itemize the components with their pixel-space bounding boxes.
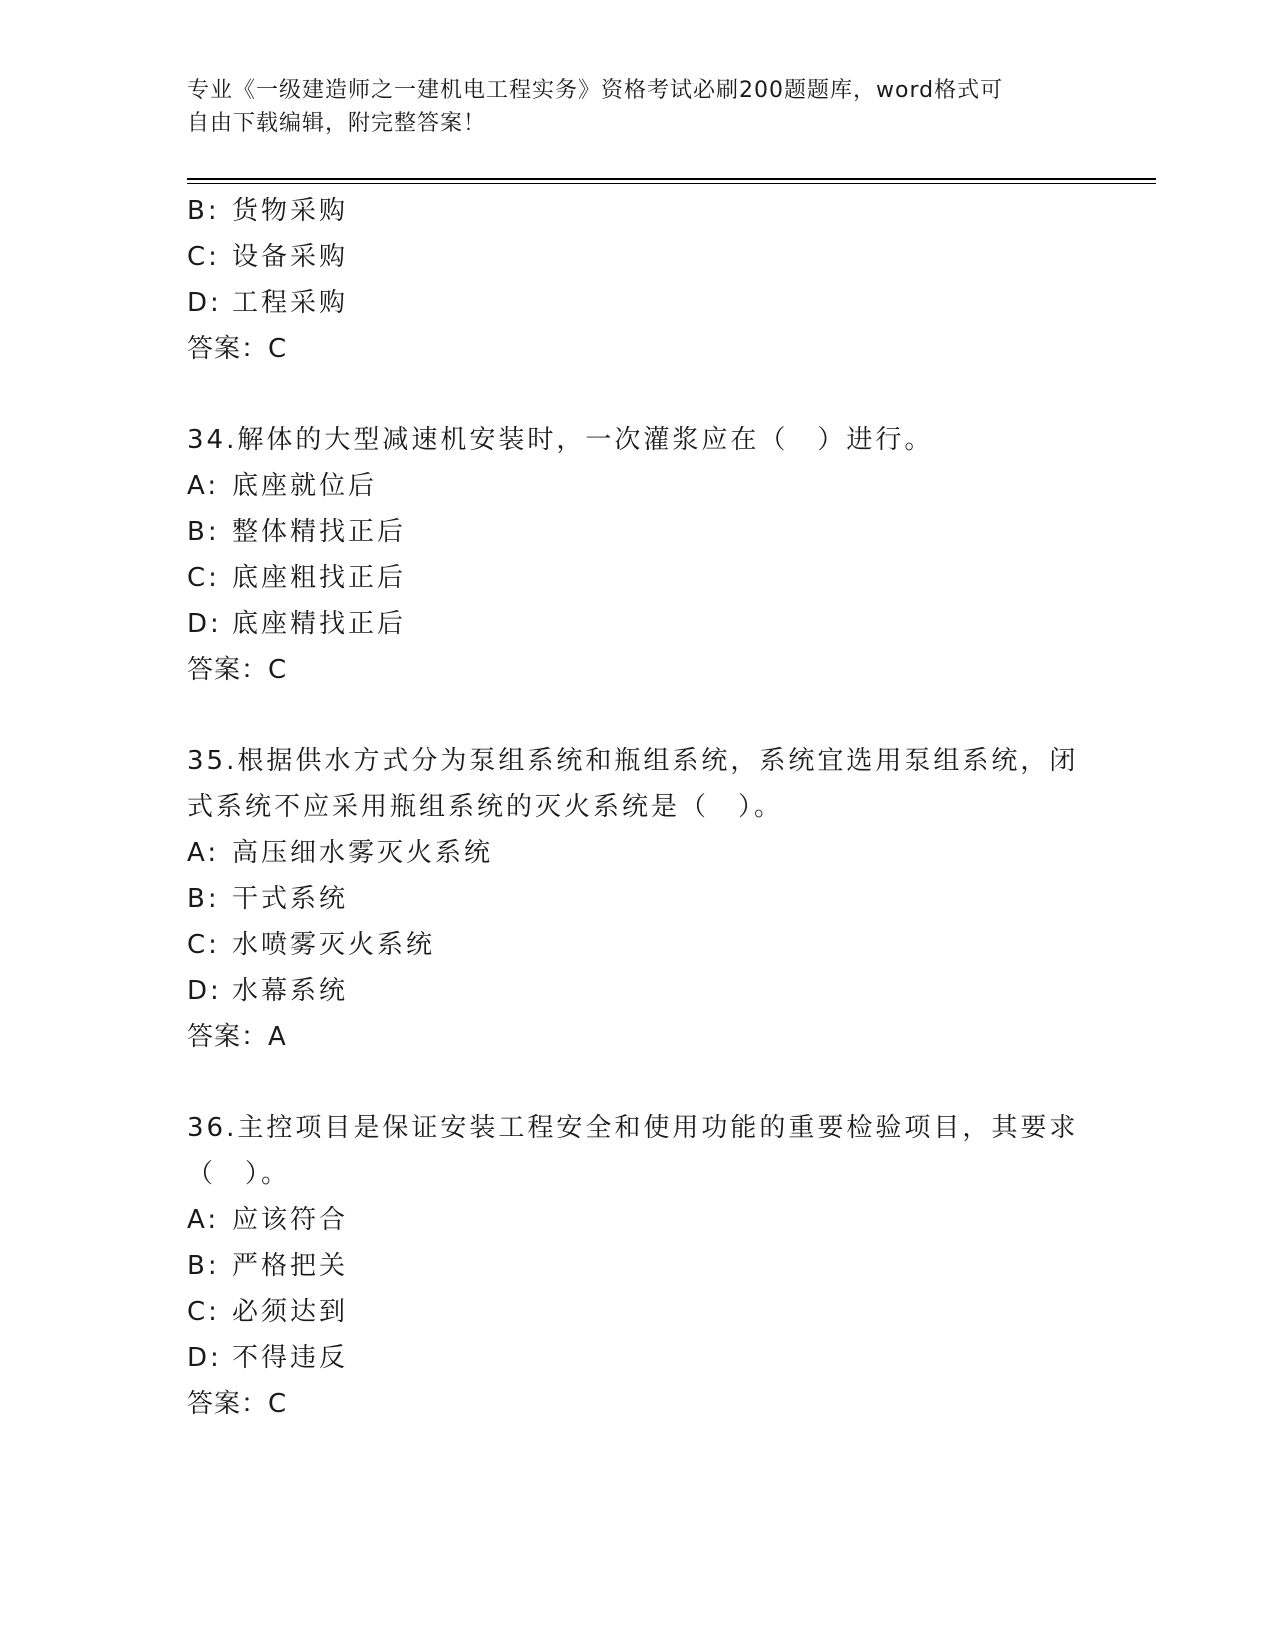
- document-header: [187, 74, 1067, 140]
- option-key: A:: [187, 838, 220, 868]
- question-stem: 36.主控项目是保证安装工程安全和使用功能的重要检验项目，其要求: [187, 1113, 1079, 1143]
- header-line-2: 自由下载编辑，附完整答案！: [187, 111, 487, 136]
- option-line: [187, 509, 1087, 555]
- question-block-34: [187, 417, 1087, 693]
- option-line: [187, 280, 1087, 326]
- answer-line: 答案：A: [187, 1022, 287, 1052]
- option-line: [187, 188, 1087, 234]
- option-line: [187, 1335, 1087, 1381]
- option-text: 水幕系统: [232, 976, 349, 1006]
- option-text: 底座就位后: [232, 471, 378, 501]
- option-key: C:: [187, 1297, 220, 1327]
- option-text: 必须达到: [232, 1297, 349, 1327]
- option-text: 整体精找正后: [232, 517, 407, 547]
- option-text: 水喷雾灭火系统: [232, 930, 436, 960]
- option-key: B:: [187, 1251, 220, 1281]
- option-text: 严格把关: [232, 1251, 349, 1281]
- option-line: [187, 1289, 1087, 1335]
- option-key: B:: [187, 884, 220, 914]
- option-key: A:: [187, 471, 220, 501]
- answer-line: 答案：C: [187, 1389, 288, 1419]
- option-key: D:: [187, 288, 222, 318]
- option-line: [187, 876, 1087, 922]
- question-stem-continued: （ ）。: [187, 1159, 291, 1189]
- option-line: [187, 830, 1087, 876]
- option-text: 高压细水雾灭火系统: [232, 838, 494, 868]
- option-text: 底座粗找正后: [232, 563, 407, 593]
- option-text: 工程采购: [232, 288, 349, 318]
- option-key: C:: [187, 930, 220, 960]
- option-line: [187, 1243, 1087, 1289]
- header-rule-thick: [187, 178, 1156, 180]
- document-body: [187, 188, 1087, 1427]
- prev-question-block: [187, 188, 1087, 372]
- question-stem: 34.解体的大型减速机安装时，一次灌浆应在（ ）进行。: [187, 425, 934, 455]
- option-text: 设备采购: [232, 242, 349, 272]
- option-line: [187, 463, 1087, 509]
- option-key: D:: [187, 976, 222, 1006]
- option-key: A:: [187, 1205, 220, 1235]
- option-key: D:: [187, 1343, 222, 1373]
- question-stem: 35.根据供水方式分为泵组系统和瓶组系统，系统宜选用泵组系统，闭: [187, 746, 1079, 776]
- option-text: 应该符合: [232, 1205, 349, 1235]
- option-line: [187, 922, 1087, 968]
- option-line: [187, 968, 1087, 1014]
- option-text: 底座精找正后: [232, 609, 407, 639]
- option-key: D:: [187, 609, 222, 639]
- option-key: B:: [187, 196, 220, 226]
- option-text: 干式系统: [232, 884, 349, 914]
- option-text: 货物采购: [232, 196, 349, 226]
- question-stem-continued: 式系统不应采用瓶组系统的灭火系统是（ ）。: [187, 792, 784, 822]
- option-line: [187, 555, 1087, 601]
- option-key: C:: [187, 563, 220, 593]
- question-block-36: [187, 1105, 1087, 1427]
- header-line-1: 专业《一级建造师之一建机电工程实务》资格考试必刷200题题库，word格式可: [187, 78, 1004, 103]
- option-line: [187, 1197, 1087, 1243]
- option-key: B:: [187, 517, 220, 547]
- question-block-35: [187, 738, 1087, 1060]
- option-line: [187, 601, 1087, 647]
- option-text: 不得违反: [232, 1343, 349, 1373]
- answer-line: 答案：C: [187, 655, 288, 685]
- header-rule-thin: [187, 183, 1156, 184]
- option-line: [187, 234, 1087, 280]
- answer-line: 答案：C: [187, 334, 288, 364]
- option-key: C:: [187, 242, 220, 272]
